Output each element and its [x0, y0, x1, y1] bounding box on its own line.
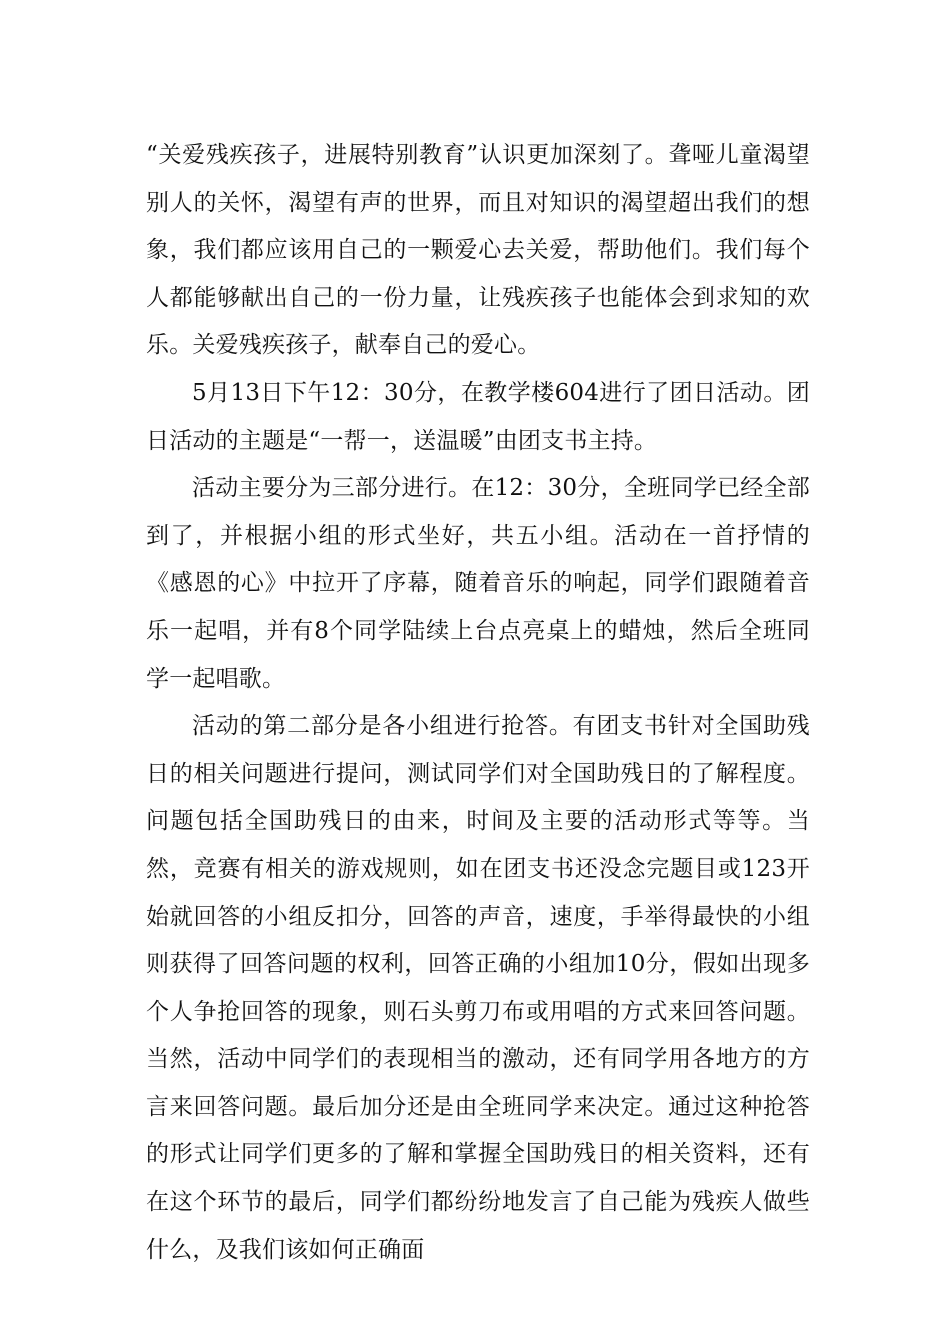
paragraph-activity-part-two: 活动的第二部分是各小组进行抢答。有团支书针对全国助残日的相关问题进行提问，测试同学们对全国助残日的了解程度。问题包括全国助残日的由来，时间及主要的活动形式等等。当然，竞赛有相关的游戏规则，如在团支书还没念完题目或123开始就回答的小组反扣分，回答的声音，速度，手举得最快的小组则获得了回答问题的权利，回答正确的小组加10分，假如出现多个人争抢回答的现象，则石头剪刀布或用唱的方式来回答问题。当然，活动中同学们的表现相当的激动，还有同学用各地方的方言来回答问题。最后加分还是由全班同学来决定。通过这种抢答的形式让同学们更多的了解和掌握全国助残日的相关资料，还有在这个环节的最后，同学们都纷纷地发言了自己能为残疾人做些什么，及我们该如何正确面: [146, 713, 810, 1263]
paragraph-continuation: “关爱残疾孩子，进展特别教育”认识更加深刻了。聋哑儿童渴望别人的关怀，渴望有声的世界，而且对知识的渴望超出我们的想象，我们都应该用自己的一颗爱心去关爱，帮助他们。我们每个人都能够献出自己的一份力量，让残疾孩子也能体会到求知的欢乐。关爱残疾孩子，献奉自己的爱心。: [146, 142, 810, 359]
paragraph-activity-date: 5月13日下午12：30分，在教学楼604进行了团日活动。团日活动的主题是“一帮一，送温暖”由团支书主持。: [146, 379, 810, 454]
document-body: [146, 132, 810, 1274]
paragraph-activity-part-one: 活动主要分为三部分进行。在12：30分，全班同学已经全部到了，并根据小组的形式坐好，共五小组。活动在一首抒情的《感恩的心》中拉开了序幕，随着音乐的响起，同学们跟随着音乐一起唱，并有8个同学陆续上台点亮桌上的蜡烛，然后全班同学一起唱歌。: [146, 475, 810, 692]
